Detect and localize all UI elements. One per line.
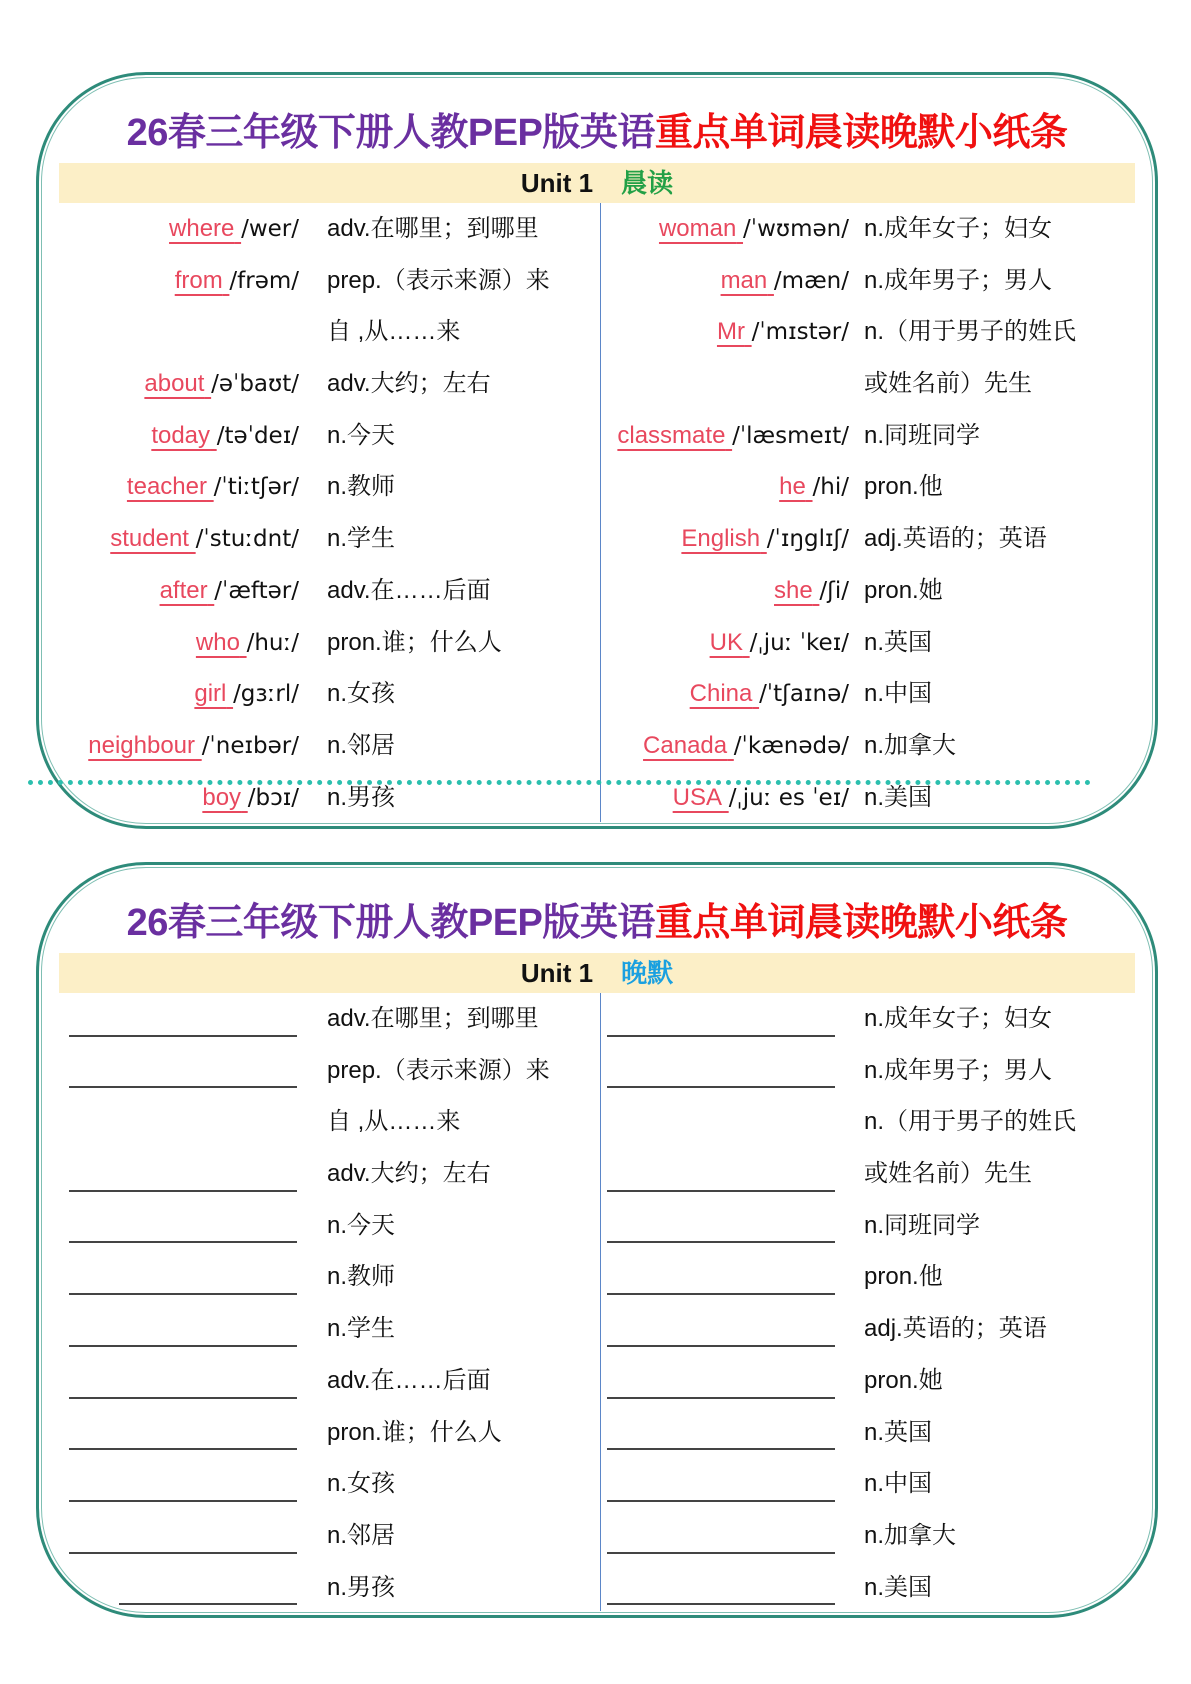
vocab-row xyxy=(49,513,599,565)
answer-blank-line[interactable] xyxy=(607,1603,835,1605)
chinese-meaning: n.成年女子；妇女 xyxy=(864,215,1053,242)
cut-line-separator xyxy=(28,780,1091,785)
chinese-meaning: n.加拿大 xyxy=(864,1521,957,1549)
english-word: boy xyxy=(202,783,242,811)
english-word: where xyxy=(169,215,235,242)
phonetic: /ˌjuː ˈkeɪ/ xyxy=(749,629,849,656)
word-underline-gap xyxy=(767,267,774,294)
vocab-row xyxy=(604,358,1159,410)
phonetic: /mæn/ xyxy=(773,267,849,294)
answer-blank-line[interactable] xyxy=(607,1500,835,1502)
dictation-row xyxy=(49,1355,599,1407)
english-word: man xyxy=(720,266,768,294)
answer-blank-line[interactable] xyxy=(69,1190,297,1192)
phonetic: /əˈbaʊt/ xyxy=(211,371,299,398)
phonetic: /hi/ xyxy=(812,474,849,501)
chinese-meaning: n.教师 xyxy=(327,473,396,501)
card-title xyxy=(39,101,1155,156)
answer-blank-line[interactable] xyxy=(607,1035,835,1037)
vocab-row xyxy=(49,565,599,617)
dictation-column-left xyxy=(49,993,599,1613)
vocab-word-cell xyxy=(681,513,849,565)
vocab-word-cell xyxy=(690,668,849,720)
phonetic: /ˌjuː es ˈeɪ/ xyxy=(728,784,849,811)
answer-blank-line[interactable] xyxy=(607,1345,835,1347)
chinese-meaning: pron.她 xyxy=(864,576,943,604)
phonetic: /bɔɪ/ xyxy=(247,784,299,811)
vocab-row xyxy=(49,461,599,513)
dictation-row xyxy=(49,1510,599,1562)
english-word: girl xyxy=(194,680,227,708)
morning-reading-card xyxy=(36,72,1158,829)
dictation-row xyxy=(604,1251,1159,1303)
chinese-meaning: adv.在哪里；到哪里 xyxy=(327,1005,539,1032)
phonetic: /gɜːrl/ xyxy=(233,681,299,708)
english-word: Mr xyxy=(716,318,745,346)
dictation-column-right xyxy=(604,993,1159,1613)
vocab-row xyxy=(49,410,599,462)
dictation-row xyxy=(604,1303,1159,1355)
vocab-row xyxy=(604,617,1159,669)
chinese-meaning: pron.谁；什么人 xyxy=(327,1418,502,1446)
morning-tag: 晨读 xyxy=(621,168,674,198)
chinese-meaning: prep.（表示来源）来 xyxy=(327,266,550,294)
vocab-word-cell xyxy=(721,255,849,307)
answer-blank-line[interactable] xyxy=(607,1397,835,1399)
vocab-row xyxy=(49,255,599,307)
word-underline-gap xyxy=(722,784,729,811)
dictation-row xyxy=(49,1200,599,1252)
phonetic: /frəm/ xyxy=(229,267,299,294)
english-word: classmate xyxy=(617,421,726,449)
answer-blank-line[interactable] xyxy=(607,1293,835,1295)
vocab-row xyxy=(604,565,1159,617)
chinese-meaning: adv.在……后面 xyxy=(327,576,491,604)
answer-blank-line[interactable] xyxy=(69,1552,297,1554)
chinese-meaning: 自 ,从……来 xyxy=(327,318,461,346)
card-title xyxy=(39,891,1155,946)
answer-blank-line[interactable] xyxy=(69,1397,297,1399)
answer-blank-line[interactable] xyxy=(69,1086,297,1088)
phonetic: /ˈkænədə/ xyxy=(733,732,849,759)
dictation-row xyxy=(49,1045,599,1097)
dictation-row xyxy=(604,1407,1159,1459)
chinese-meaning: n.英国 xyxy=(864,1418,933,1446)
vocab-word-cell xyxy=(659,203,849,255)
phonetic: /təˈdeɪ/ xyxy=(216,422,299,449)
phonetic: /ˈmɪstər/ xyxy=(751,319,849,346)
word-underline-gap xyxy=(760,525,767,552)
phonetic: /ˈneɪbər/ xyxy=(201,732,299,759)
chinese-meaning: n.邻居 xyxy=(327,1521,396,1549)
english-word: woman xyxy=(658,215,737,242)
word-underline-gap xyxy=(189,525,196,552)
column-divider xyxy=(600,993,601,1611)
column-divider xyxy=(600,203,601,822)
vocab-row xyxy=(49,617,599,669)
word-underline-gap xyxy=(240,629,247,656)
english-word: who xyxy=(195,628,240,656)
dictation-row xyxy=(604,1562,1159,1614)
english-word: after xyxy=(159,576,208,604)
vocab-word-cell xyxy=(194,668,299,720)
answer-blank-line[interactable] xyxy=(69,1293,297,1295)
vocab-word-cell xyxy=(110,513,299,565)
chinese-meaning: n.（用于男子的姓氏 xyxy=(864,318,1077,346)
answer-blank-line[interactable] xyxy=(69,1241,297,1243)
answer-blank-line[interactable] xyxy=(69,1035,297,1037)
answer-blank-line[interactable] xyxy=(69,1345,297,1347)
phonetic: /ˈstuːdnt/ xyxy=(195,526,299,553)
english-word: about xyxy=(144,370,205,398)
vocab-word-cell xyxy=(175,255,299,307)
phonetic: /ˈtiːtʃər/ xyxy=(213,474,299,501)
word-underline-gap xyxy=(745,318,752,345)
vocab-row xyxy=(49,668,599,720)
title-part-grade: 26春三年级下册人教PEP版英语 xyxy=(126,112,655,154)
chinese-meaning: n.（用于男子的姓氏 xyxy=(864,1108,1077,1136)
english-word: UK xyxy=(709,628,743,656)
chinese-meaning: adv.在哪里；到哪里 xyxy=(327,215,539,242)
answer-blank-line[interactable] xyxy=(607,1241,835,1243)
word-underline-gap xyxy=(727,732,734,759)
chinese-meaning: n.学生 xyxy=(327,525,396,553)
vocab-row xyxy=(604,461,1159,513)
answer-blank-line[interactable] xyxy=(607,1086,835,1088)
english-word: from xyxy=(174,266,223,294)
dictation-row xyxy=(49,1148,599,1200)
title-part-topic: 重点单词晨读晚默小纸条 xyxy=(654,902,1068,944)
chinese-meaning: n.美国 xyxy=(864,783,933,811)
english-word: USA xyxy=(672,783,723,811)
dictation-row xyxy=(49,1562,599,1614)
dictation-row xyxy=(49,993,599,1045)
english-word: he xyxy=(779,473,806,501)
chinese-meaning: 或姓名前）先生 xyxy=(864,1160,1032,1188)
chinese-meaning: n.今天 xyxy=(327,421,396,449)
chinese-meaning: n.学生 xyxy=(327,1315,396,1343)
word-underline-gap xyxy=(241,784,248,811)
dictation-row xyxy=(604,1096,1159,1148)
title-part-grade: 26春三年级下册人教PEP版英语 xyxy=(126,902,655,944)
dictation-row xyxy=(49,1251,599,1303)
title-part-topic: 重点单词晨读晚默小纸条 xyxy=(654,112,1068,154)
vocab-word-cell xyxy=(127,461,299,513)
english-word: China xyxy=(689,680,753,708)
phonetic: /ˈɪŋglɪʃ/ xyxy=(766,526,849,553)
vocab-word-cell xyxy=(774,565,849,617)
vocab-word-cell xyxy=(643,720,849,772)
vocab-row xyxy=(604,513,1159,565)
dictation-row xyxy=(604,1510,1159,1562)
phonetic: /ˈæftər/ xyxy=(214,577,299,604)
dictation-row xyxy=(49,1458,599,1510)
phonetic: /ˈtʃaɪnə/ xyxy=(759,681,849,708)
vocab-row xyxy=(604,668,1159,720)
vocab-word-cell xyxy=(779,461,849,513)
chinese-meaning: adv.在……后面 xyxy=(327,1366,491,1394)
dictation-row xyxy=(604,993,1159,1045)
chinese-meaning: pron.他 xyxy=(864,473,943,501)
chinese-meaning: n.同班同学 xyxy=(864,421,981,449)
vocab-column-left xyxy=(49,203,599,823)
dictation-row xyxy=(604,1200,1159,1252)
chinese-meaning: n.女孩 xyxy=(327,680,396,708)
chinese-meaning: n.教师 xyxy=(327,1263,396,1291)
vocab-word-cell xyxy=(160,565,299,617)
vocab-word-cell xyxy=(196,617,299,669)
word-underline-gap xyxy=(743,629,750,656)
word-underline-gap xyxy=(195,732,202,759)
english-word: she xyxy=(774,576,813,604)
vocab-row xyxy=(49,306,599,358)
chinese-meaning: n.英国 xyxy=(864,628,933,656)
chinese-meaning: n.今天 xyxy=(327,1211,396,1239)
vocab-row xyxy=(49,358,599,410)
evening-dictation-card xyxy=(36,862,1158,1618)
vocab-word-cell xyxy=(717,306,849,358)
chinese-meaning: n.成年女子；妇女 xyxy=(864,1005,1053,1032)
unit-header-bar xyxy=(59,953,1135,993)
english-word: neighbour xyxy=(88,731,196,759)
vocab-row xyxy=(604,410,1159,462)
english-word: English xyxy=(681,525,761,553)
english-word: student xyxy=(110,525,189,553)
phonetic: /ʃi/ xyxy=(819,577,849,604)
vocab-row xyxy=(604,203,1159,255)
unit-header-bar xyxy=(59,163,1135,203)
chinese-meaning: n.男孩 xyxy=(327,783,396,811)
chinese-meaning: n.成年男子；男人 xyxy=(864,266,1053,294)
unit-label: Unit 1 xyxy=(520,168,594,198)
chinese-meaning: 自 ,从……来 xyxy=(327,1108,461,1136)
chinese-meaning: pron.他 xyxy=(864,1263,943,1291)
vocab-row xyxy=(604,720,1159,772)
vocab-column-right xyxy=(604,203,1159,823)
word-underline-gap xyxy=(210,422,217,449)
dictation-row xyxy=(49,1303,599,1355)
english-word: teacher xyxy=(126,473,207,501)
answer-blank-line[interactable] xyxy=(69,1500,297,1502)
answer-blank-line[interactable] xyxy=(607,1190,835,1192)
english-word: today xyxy=(151,421,211,449)
dictation-row xyxy=(604,1355,1159,1407)
vocab-word-cell xyxy=(617,410,849,462)
vocab-word-cell xyxy=(144,358,299,410)
chinese-meaning: n.成年男子；男人 xyxy=(864,1056,1053,1084)
unit-label: Unit 1 xyxy=(520,958,594,988)
chinese-meaning: n.中国 xyxy=(864,680,933,708)
answer-blank-line[interactable] xyxy=(607,1552,835,1554)
evening-tag: 晚默 xyxy=(621,958,674,988)
chinese-meaning: n.男孩 xyxy=(327,1573,396,1601)
vocab-word-cell xyxy=(169,203,299,255)
chinese-meaning: adj.英语的；英语 xyxy=(864,525,1047,553)
dictation-row xyxy=(604,1458,1159,1510)
chinese-meaning: prep.（表示来源）来 xyxy=(327,1056,550,1084)
chinese-meaning: n.美国 xyxy=(864,1573,933,1601)
vocab-word-cell xyxy=(710,617,849,669)
vocab-row xyxy=(604,255,1159,307)
vocab-row xyxy=(49,203,599,255)
chinese-meaning: n.邻居 xyxy=(327,731,396,759)
phonetic: /ˈwʊmən/ xyxy=(743,216,849,242)
vocab-row xyxy=(604,306,1159,358)
english-word: Canada xyxy=(643,731,728,759)
chinese-meaning: pron.她 xyxy=(864,1366,943,1394)
phonetic: /huː/ xyxy=(246,629,299,656)
phonetic: /ˈlæsmeɪt/ xyxy=(732,422,849,449)
chinese-meaning: 或姓名前）先生 xyxy=(864,370,1032,398)
dictation-row xyxy=(49,1096,599,1148)
answer-blank-line[interactable] xyxy=(69,1448,297,1450)
dictation-row xyxy=(49,1407,599,1459)
dictation-row xyxy=(604,1045,1159,1097)
vocab-word-cell xyxy=(151,410,299,462)
phonetic: /wer/ xyxy=(241,216,299,242)
chinese-meaning: n.女孩 xyxy=(327,1470,396,1498)
word-underline-gap xyxy=(806,473,813,500)
chinese-meaning: n.同班同学 xyxy=(864,1211,981,1239)
chinese-meaning: adj.英语的；英语 xyxy=(864,1315,1047,1343)
dictation-row xyxy=(604,1148,1159,1200)
vocab-word-cell xyxy=(88,720,299,772)
answer-blank-line[interactable] xyxy=(119,1603,297,1605)
chinese-meaning: n.中国 xyxy=(864,1470,933,1498)
chinese-meaning: pron.谁；什么人 xyxy=(327,628,502,656)
chinese-meaning: adv.大约；左右 xyxy=(327,370,491,398)
word-underline-gap xyxy=(207,473,214,500)
word-underline-gap xyxy=(736,215,743,242)
chinese-meaning: adv.大约；左右 xyxy=(327,1160,491,1188)
chinese-meaning: n.加拿大 xyxy=(864,731,957,759)
answer-blank-line[interactable] xyxy=(607,1448,835,1450)
vocab-row xyxy=(49,720,599,772)
